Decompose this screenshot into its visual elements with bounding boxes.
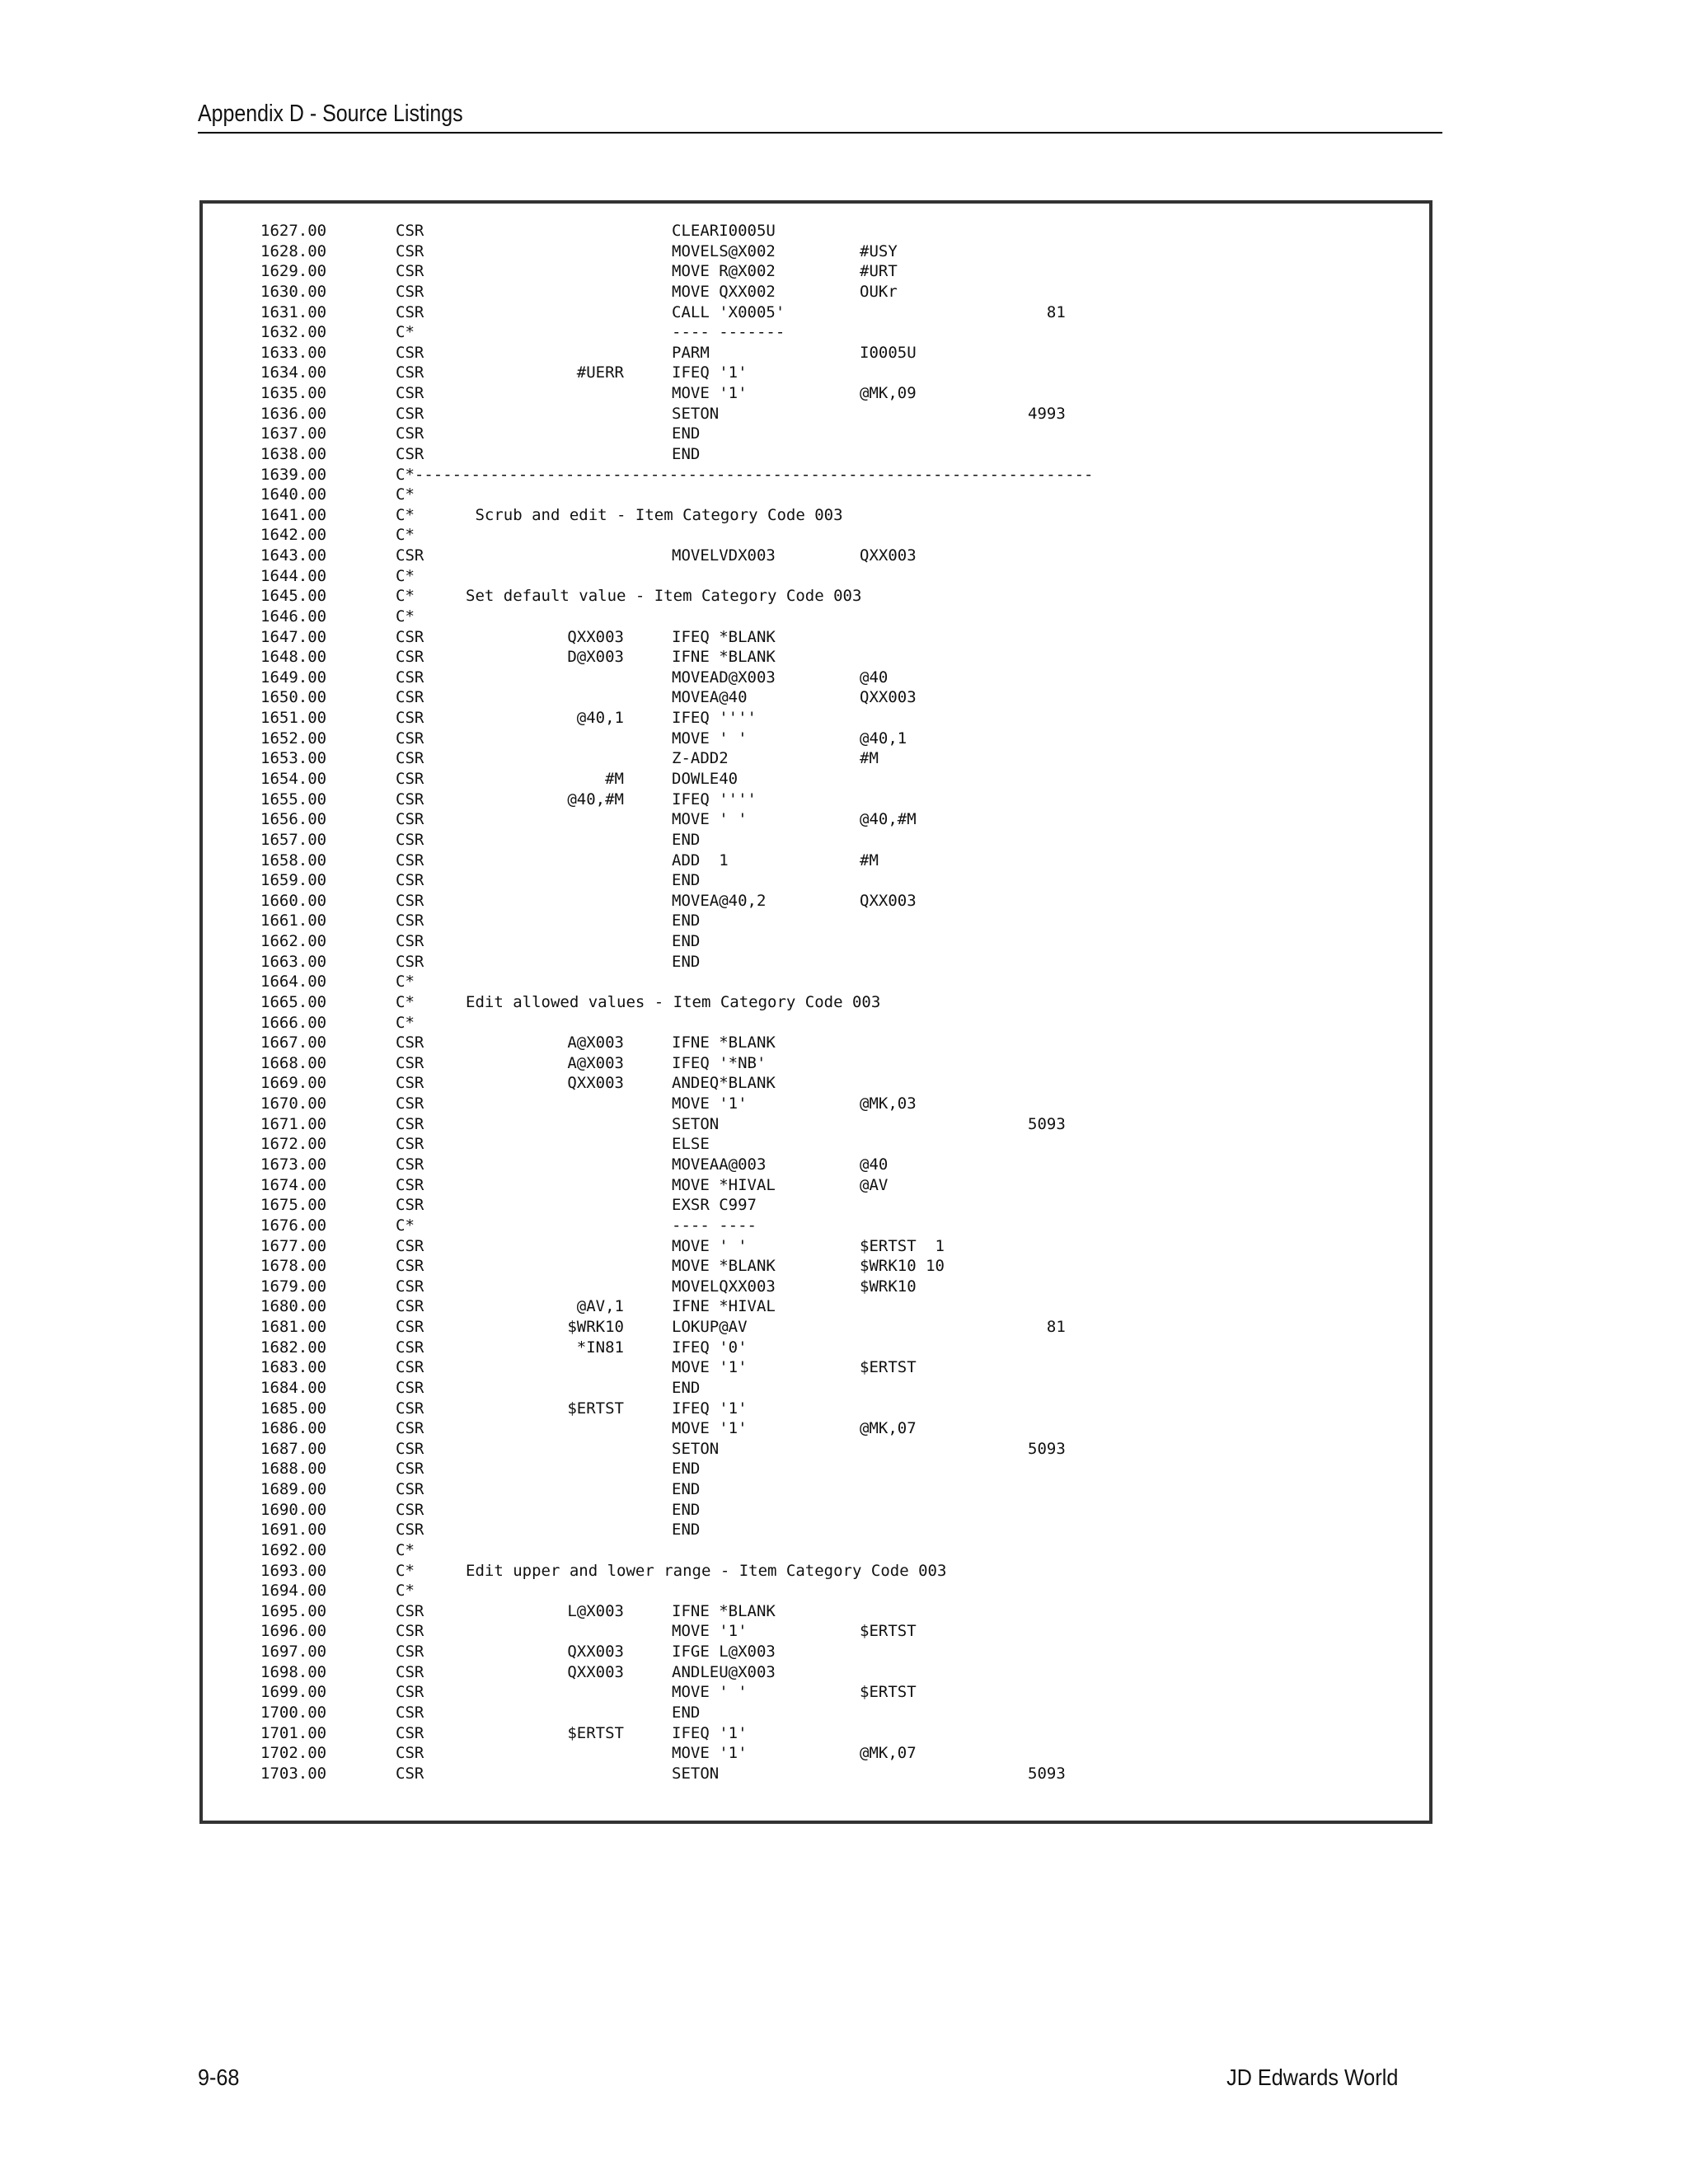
line-operation: CALL 'X0005' [672,302,785,321]
line-sequence-number: 1657.00 [260,830,327,849]
line-operation: IFNE *HIVAL [672,1297,776,1316]
line-spec-type: CSR [396,384,424,403]
line-operation: END [672,1480,701,1499]
line-sequence-number: 1639.00 [260,465,327,484]
line-operation: CLEARI0005U [672,222,776,240]
line-spec-type: CSR [396,932,424,951]
line-result-field: $WRK10 10 [860,1257,945,1276]
line-operation: END [672,1378,701,1397]
line-operation: MOVE ' ' [672,729,748,748]
line-result-field: @MK,09 [860,384,917,403]
line-spec-type: CSR [396,1338,424,1357]
line-sequence-number: 1688.00 [260,1460,327,1479]
line-spec-type: CSR [396,770,424,788]
line-sequence-number: 1659.00 [260,871,327,890]
line-spec-type: CSR [396,1175,424,1194]
line-factor1: A@X003 [567,1033,624,1052]
line-result-field: I0005U [860,343,917,362]
line-operation: END [672,1703,701,1722]
line-spec-type: CSR [396,1480,424,1499]
line-result-field: $ERTST [860,1683,917,1702]
line-comment: Set default value - Item Category Code 003 [466,587,862,606]
line-spec-type: C* [396,992,415,1011]
line-spec-type: CSR [396,262,424,281]
footer-page-number: 9-68 [198,2064,240,2090]
line-factor1: @40,#M [567,790,624,808]
line-sequence-number: 1645.00 [260,587,327,606]
line-operation: END [672,912,701,930]
line-indicators: 4993 [1028,404,1066,423]
line-operation: END [672,1500,701,1519]
line-sequence-number: 1675.00 [260,1196,327,1215]
line-sequence-number: 1694.00 [260,1582,327,1601]
line-spec-type: CSR [396,1683,424,1702]
line-operation: Z-ADD2 [672,749,729,768]
line-spec-type: CSR [396,1318,424,1337]
line-operation: MOVE '1' [672,1744,748,1763]
line-sequence-number: 1690.00 [260,1500,327,1519]
line-sequence-number: 1643.00 [260,546,327,565]
line-sequence-number: 1703.00 [260,1764,327,1783]
line-sequence-number: 1666.00 [260,1013,327,1032]
line-spec-type: CSR [396,1257,424,1276]
line-result-field: OUKr [860,282,898,301]
line-sequence-number: 1658.00 [260,851,327,869]
line-sequence-number: 1661.00 [260,912,327,930]
line-factor1: *IN81 [576,1338,624,1357]
line-sequence-number: 1700.00 [260,1703,327,1722]
footer-brand: JD Edwards World [1226,2064,1398,2090]
line-spec-type: CSR [396,1196,424,1215]
line-operation: IFEQ '1' [672,1723,748,1742]
line-indicators: 5093 [1028,1439,1066,1458]
line-spec-type: CSR [396,1460,424,1479]
line-spec-type: CSR [396,688,424,707]
line-sequence-number: 1660.00 [260,891,327,910]
line-spec-type: CSR [396,1074,424,1093]
line-operation: MOVEAD@X003 [672,668,776,687]
line-operation: MOVE ' ' [672,810,748,829]
line-operation: MOVE *HIVAL [672,1175,776,1194]
line-sequence-number: 1695.00 [260,1601,327,1620]
line-spec-type: CSR [396,1419,424,1438]
line-spec-type: CSR [396,627,424,646]
line-operation: EXSR C997 [672,1196,757,1215]
line-spec-type: C* [396,607,415,626]
line-operation: END [672,444,701,463]
line-operation: MOVELVDX003 [672,546,776,565]
line-factor1: #M [605,770,624,788]
line-spec-type: CSR [396,1236,424,1255]
line-sequence-number: 1642.00 [260,526,327,545]
line-sequence-number: 1628.00 [260,241,327,260]
line-sequence-number: 1671.00 [260,1114,327,1133]
line-spec-type: CSR [396,1601,424,1620]
line-spec-type: CSR [396,871,424,890]
line-spec-type: C* [396,1540,415,1559]
line-result-field: @AV [860,1175,889,1194]
line-operation: ADD 1 [672,851,729,869]
line-spec-type: C* [396,1582,415,1601]
line-sequence-number: 1656.00 [260,810,327,829]
line-spec-type: C* [396,1561,415,1580]
line-sequence-number: 1647.00 [260,627,327,646]
line-spec-type: CSR [396,810,424,829]
line-operation: END [672,1460,701,1479]
line-operation: MOVE QXX002 [672,282,776,301]
line-spec-type: CSR [396,444,424,463]
line-result-field: $WRK10 [860,1277,917,1296]
line-result-field: @MK,03 [860,1094,917,1113]
line-sequence-number: 1652.00 [260,729,327,748]
line-sequence-number: 1650.00 [260,688,327,707]
line-result-field: $ERTST [860,1622,917,1641]
line-sequence-number: 1672.00 [260,1135,327,1154]
line-spec-type: C* [396,526,415,545]
line-factor1: $ERTST [567,1723,624,1742]
line-operation: IFEQ '''' [672,709,757,728]
line-operation: MOVE '1' [672,1358,748,1377]
line-result-field: #M [860,749,879,768]
line-factor1: D@X003 [567,648,624,667]
line-sequence-number: 1640.00 [260,485,327,504]
line-sequence-number: 1681.00 [260,1318,327,1337]
line-spec-type: CSR [396,404,424,423]
line-operation: MOVEA@40 [672,688,748,707]
line-factor1: QXX003 [567,1643,624,1661]
line-sequence-number: 1697.00 [260,1643,327,1661]
line-operation: ANDEQ*BLANK [672,1074,776,1093]
line-spec-type: CSR [396,1723,424,1742]
line-operation: IFNE *BLANK [672,648,776,667]
line-operation: END [672,1521,701,1540]
line-sequence-number: 1638.00 [260,444,327,463]
line-sequence-number: 1698.00 [260,1662,327,1681]
line-result-field: @40 [860,668,889,687]
line-sequence-number: 1663.00 [260,952,327,971]
line-sequence-number: 1696.00 [260,1622,327,1641]
line-operation: LOKUP@AV [672,1318,748,1337]
line-spec-type: CSR [396,912,424,930]
line-operation: MOVE ' ' [672,1236,748,1255]
line-factor1: $WRK10 [567,1318,624,1337]
line-sequence-number: 1651.00 [260,709,327,728]
line-sequence-number: 1637.00 [260,424,327,443]
line-operation: MOVELS@X002 [672,241,776,260]
line-operation: ELSE [672,1135,710,1154]
line-spec-type: CSR [396,830,424,849]
line-result-field: @MK,07 [860,1419,917,1438]
line-operation: ---- ---- [672,1216,757,1235]
line-result-field: #USY [860,241,898,260]
line-operation: IFNE *BLANK [672,1601,776,1620]
line-sequence-number: 1676.00 [260,1216,327,1235]
line-spec-type: CSR [396,851,424,869]
line-spec-type: C* [396,323,415,342]
line-sequence-number: 1644.00 [260,566,327,585]
line-spec-type: CSR [396,1500,424,1519]
line-spec-type: CSR [396,302,424,321]
line-result-field: #M [860,851,879,869]
line-sequence-number: 1655.00 [260,790,327,808]
line-sequence-number: 1641.00 [260,505,327,524]
line-result-field: @MK,07 [860,1744,917,1763]
line-spec-type: CSR [396,546,424,565]
line-sequence-number: 1683.00 [260,1358,327,1377]
line-operation: MOVEAA@003 [672,1155,767,1174]
line-operation: END [672,952,701,971]
line-spec-type: CSR [396,891,424,910]
line-sequence-number: 1636.00 [260,404,327,423]
line-operation: IFEQ '*NB' [672,1053,767,1072]
line-spec-type: CSR [396,1033,424,1052]
line-sequence-number: 1631.00 [260,302,327,321]
line-sequence-number: 1653.00 [260,749,327,768]
line-operation: END [672,932,701,951]
line-indicators: 81 [1028,1318,1066,1337]
line-spec-type: CSR [396,790,424,808]
line-result-field: @40,#M [860,810,917,829]
line-spec-type: CSR [396,729,424,748]
line-sequence-number: 1684.00 [260,1378,327,1397]
line-operation: MOVELQXX003 [672,1277,776,1296]
line-result-field: @40,1 [860,729,907,748]
line-operation: IFEQ '''' [672,790,757,808]
line-operation: MOVE R@X002 [672,262,776,281]
line-sequence-number: 1629.00 [260,262,327,281]
line-sequence-number: 1689.00 [260,1480,327,1499]
line-operation: SETON [672,1439,720,1458]
line-sequence-number: 1634.00 [260,363,327,382]
line-operation: MOVE ' ' [672,1683,748,1702]
line-operation: MOVE '1' [672,1622,748,1641]
line-operation: IFEQ '0' [672,1338,748,1357]
line-spec-type: CSR [396,343,424,362]
line-sequence-number: 1635.00 [260,384,327,403]
line-spec-type: C* [396,1216,415,1235]
line-result-field: $ERTST 1 [860,1236,945,1255]
line-sequence-number: 1662.00 [260,932,327,951]
line-sequence-number: 1685.00 [260,1399,327,1418]
line-operation: SETON [672,1114,720,1133]
line-sequence-number: 1633.00 [260,343,327,362]
line-operation: MOVE '1' [672,1094,748,1113]
line-spec-type: CSR [396,1358,424,1377]
line-result-field: QXX003 [860,546,917,565]
line-operation: ---- ------- [672,323,785,342]
line-spec-type: CSR [396,952,424,971]
line-sequence-number: 1682.00 [260,1338,327,1357]
line-sequence-number: 1632.00 [260,323,327,342]
line-comment: Edit upper and lower range - Item Category Code 003 [466,1561,947,1580]
line-spec-type: CSR [396,222,424,240]
line-sequence-number: 1686.00 [260,1419,327,1438]
header-divider [198,132,1442,134]
line-sequence-number: 1673.00 [260,1155,327,1174]
line-sequence-number: 1654.00 [260,770,327,788]
line-sequence-number: 1687.00 [260,1439,327,1458]
line-sequence-number: 1646.00 [260,607,327,626]
line-sequence-number: 1701.00 [260,1723,327,1742]
line-result-field: QXX003 [860,688,917,707]
line-spec-type: CSR [396,1114,424,1133]
line-operation: END [672,830,701,849]
line-operation: IFNE *BLANK [672,1033,776,1052]
line-sequence-number: 1669.00 [260,1074,327,1093]
line-spec-type: C* [396,505,415,524]
line-spec-type: CSR [396,1297,424,1316]
line-spec-type: CSR [396,1378,424,1397]
line-operation: IFEQ *BLANK [672,627,776,646]
line-result-field: @40 [860,1155,889,1174]
line-factor1: A@X003 [567,1053,624,1072]
line-operation: IFEQ '1' [672,363,748,382]
line-spec-type: CSR [396,1439,424,1458]
page-header-title: Appendix D - Source Listings [198,101,463,127]
line-spec-type: CSR [396,363,424,382]
line-spec-type: CSR [396,1521,424,1540]
line-operation: IFEQ '1' [672,1399,748,1418]
line-sequence-number: 1664.00 [260,972,327,991]
line-operation: MOVE '1' [672,1419,748,1438]
line-factor1: QXX003 [567,1074,624,1093]
line-factor1: $ERTST [567,1399,624,1418]
line-sequence-number: 1668.00 [260,1053,327,1072]
line-spec-type: CSR [396,1622,424,1641]
line-factor1: QXX003 [567,627,624,646]
line-operation: DOWLE40 [672,770,738,788]
line-factor1: QXX003 [567,1662,624,1681]
line-result-field: #URT [860,262,898,281]
line-spec-type: C* [396,972,415,991]
line-factor1: #UERR [576,363,624,382]
line-sequence-number: 1648.00 [260,648,327,667]
line-spec-type: CSR [396,241,424,260]
line-sequence-number: 1665.00 [260,992,327,1011]
line-comment: Scrub and edit - Item Category Code 003 [466,505,843,524]
line-factor1: @40,1 [576,709,624,728]
line-spec-type: CSR [396,1764,424,1783]
line-spec-type: CSR [396,282,424,301]
line-spec-type: CSR [396,1703,424,1722]
line-comment: Edit allowed values - Item Category Code 003 [466,992,881,1011]
line-indicators: 5093 [1028,1764,1066,1783]
line-operation: IFGE L@X003 [672,1643,776,1661]
line-sequence-number: 1670.00 [260,1094,327,1113]
line-spec-type: CSR [396,1053,424,1072]
line-spec-type: C* [396,485,415,504]
line-spec-type: CSR [396,709,424,728]
line-sequence-number: 1667.00 [260,1033,327,1052]
line-indicators: 81 [1028,302,1066,321]
line-sequence-number: 1678.00 [260,1257,327,1276]
line-sequence-number: 1679.00 [260,1277,327,1296]
line-spec-type: CSR [396,749,424,768]
line-spec-type: CSR [396,668,424,687]
line-sequence-number: 1627.00 [260,222,327,240]
line-spec-type: C*------------------------------------------------------------------------ [396,465,1094,484]
line-sequence-number: 1691.00 [260,1521,327,1540]
line-spec-type: CSR [396,1135,424,1154]
line-sequence-number: 1680.00 [260,1297,327,1316]
line-sequence-number: 1702.00 [260,1744,327,1763]
line-operation: MOVE *BLANK [672,1257,776,1276]
line-operation: SETON [672,1764,720,1783]
line-spec-type: C* [396,566,415,585]
line-spec-type: CSR [396,648,424,667]
line-indicators: 5093 [1028,1114,1066,1133]
line-spec-type: CSR [396,1643,424,1661]
line-spec-type: CSR [396,424,424,443]
line-sequence-number: 1674.00 [260,1175,327,1194]
line-sequence-number: 1699.00 [260,1683,327,1702]
line-sequence-number: 1693.00 [260,1561,327,1580]
line-result-field: $ERTST [860,1358,917,1377]
line-spec-type: CSR [396,1277,424,1296]
line-operation: MOVE '1' [672,384,748,403]
line-sequence-number: 1677.00 [260,1236,327,1255]
line-result-field: QXX003 [860,891,917,910]
line-sequence-number: 1692.00 [260,1540,327,1559]
line-spec-type: CSR [396,1094,424,1113]
line-spec-type: CSR [396,1155,424,1174]
line-operation: SETON [672,404,720,423]
line-spec-type: CSR [396,1399,424,1418]
line-operation: END [672,424,701,443]
line-sequence-number: 1649.00 [260,668,327,687]
line-operation: PARM [672,343,710,362]
line-spec-type: CSR [396,1744,424,1763]
line-operation: ANDLEU@X003 [672,1662,776,1681]
line-factor1: L@X003 [567,1601,624,1620]
line-operation: END [672,871,701,890]
line-operation: MOVEA@40,2 [672,891,767,910]
line-spec-type: CSR [396,1662,424,1681]
line-factor1: @AV,1 [576,1297,624,1316]
line-sequence-number: 1630.00 [260,282,327,301]
line-spec-type: C* [396,587,415,606]
line-spec-type: C* [396,1013,415,1032]
